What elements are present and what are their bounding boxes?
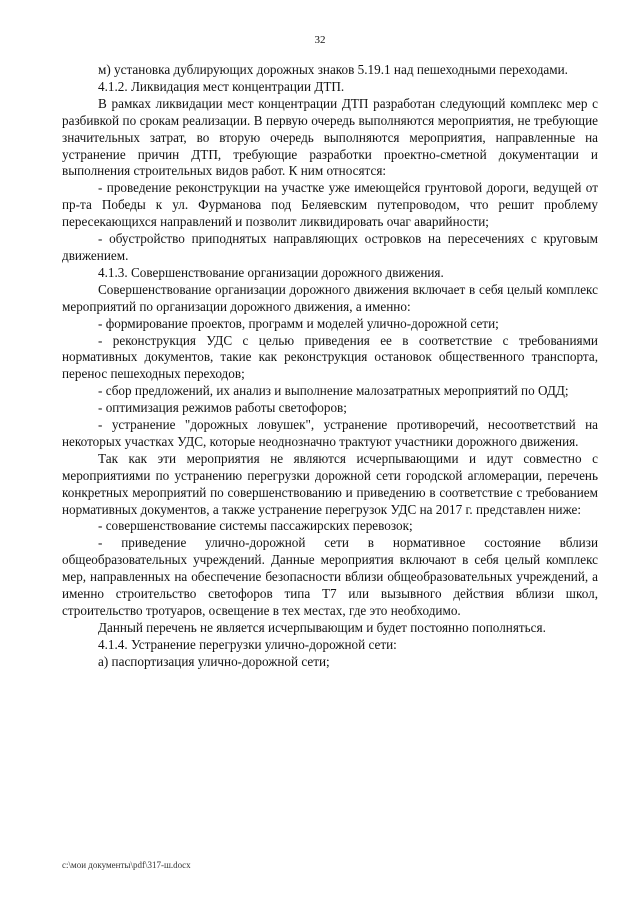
paragraph: а) паспортизация улично-дорожной сети; xyxy=(98,653,330,669)
paragraph: 4.1.3. Совершенствование организации дорожного движения. xyxy=(98,264,444,280)
paragraph: 4.1.4. Устранение перегрузки улично-дорожной сети: xyxy=(98,636,397,652)
paragraph: - устранение "дорожных ловушек", устранение противоречий, несоответствий на некоторых участках УДС, которые неоднозначно трактуют участники дорожного движения. xyxy=(62,417,598,449)
paragraph: - реконструкция УДС с целью приведения ее в соответствие с требованиями нормативных документов, такие как реконструкция остановок общественного транспорта, перенос пешеходных переходов; xyxy=(62,332,598,382)
paragraph: - обустройство приподнятых направляющих островков на пересечениях с круговым движением. xyxy=(62,231,598,263)
document-body xyxy=(62,62,598,671)
paragraph: - формирование проектов, программ и моделей улично-дорожной сети; xyxy=(98,315,499,331)
paragraph: - совершенствование системы пассажирских перевозок; xyxy=(98,518,413,534)
footer-file-path: c:\мои документы\pdf\317-ш.docx xyxy=(62,860,191,870)
page-number: 32 xyxy=(314,34,326,46)
paragraph: - приведение улично-дорожной сети в нормативное состояние вблизи общеобразовательных учреждений. Данные мероприятия включают в себя целый комплекс мер, направленных на обеспечение безопасности вблизи общеобразовательных учреждений, а именно строительство светофоров типа Т7 или вызывного действия вблизи школ, строительство тротуаров, освещение в тех местах, где это необходимо. xyxy=(62,535,598,618)
paragraph: В рамках ликвидации мест концентрации ДТП разработан следующий комплекс мер с разбивкой по срокам реализации. В первую очередь выполняются мероприятия, не требующие значительных затрат, во вторую очередь выполняются мероприятия, направленные на устранение причин ДТП, требующие разработки проектно-сметной документации и выполнения строительных видов работ. К ним относятся: xyxy=(62,95,598,179)
paragraph: Так как эти мероприятия не являются исчерпывающими и идут совместно с мероприятиями по устранению перегрузки дорожной сети городской агломерации, перечень конкретных мероприятий по совершенствованию и приведению в соответствие с требованием нормативных документов, а также устранение перегрузок УДС на 2017 г. представлен ниже: xyxy=(62,450,598,517)
paragraph: - проведение реконструкции на участке уже имеющейся грунтовой дороги, ведущей от пр-та Победы к ул. Фурманова под Беляевским путепроводом, что решит проблему пересекающихся направлений и позволит ликвидировать очаг аварийности; xyxy=(62,180,598,230)
paragraph: Данный перечень не является исчерпывающим и будет постоянно пополняться. xyxy=(98,619,546,635)
paragraph: м) установка дублирующих дорожных знаков 5.19.1 над пешеходными переходами. xyxy=(98,62,568,77)
paragraph: - оптимизация режимов работы светофоров; xyxy=(98,400,347,416)
paragraph: Совершенствование организации дорожного движения включает в себя целый комплекс мероприятий по организации дорожного движения, а именно: xyxy=(62,281,598,314)
paragraph: - сбор предложений, их анализ и выполнение малозатратных мероприятий по ОДД; xyxy=(98,383,569,399)
paragraph: 4.1.2. Ликвидация мест концентрации ДТП. xyxy=(98,78,345,94)
